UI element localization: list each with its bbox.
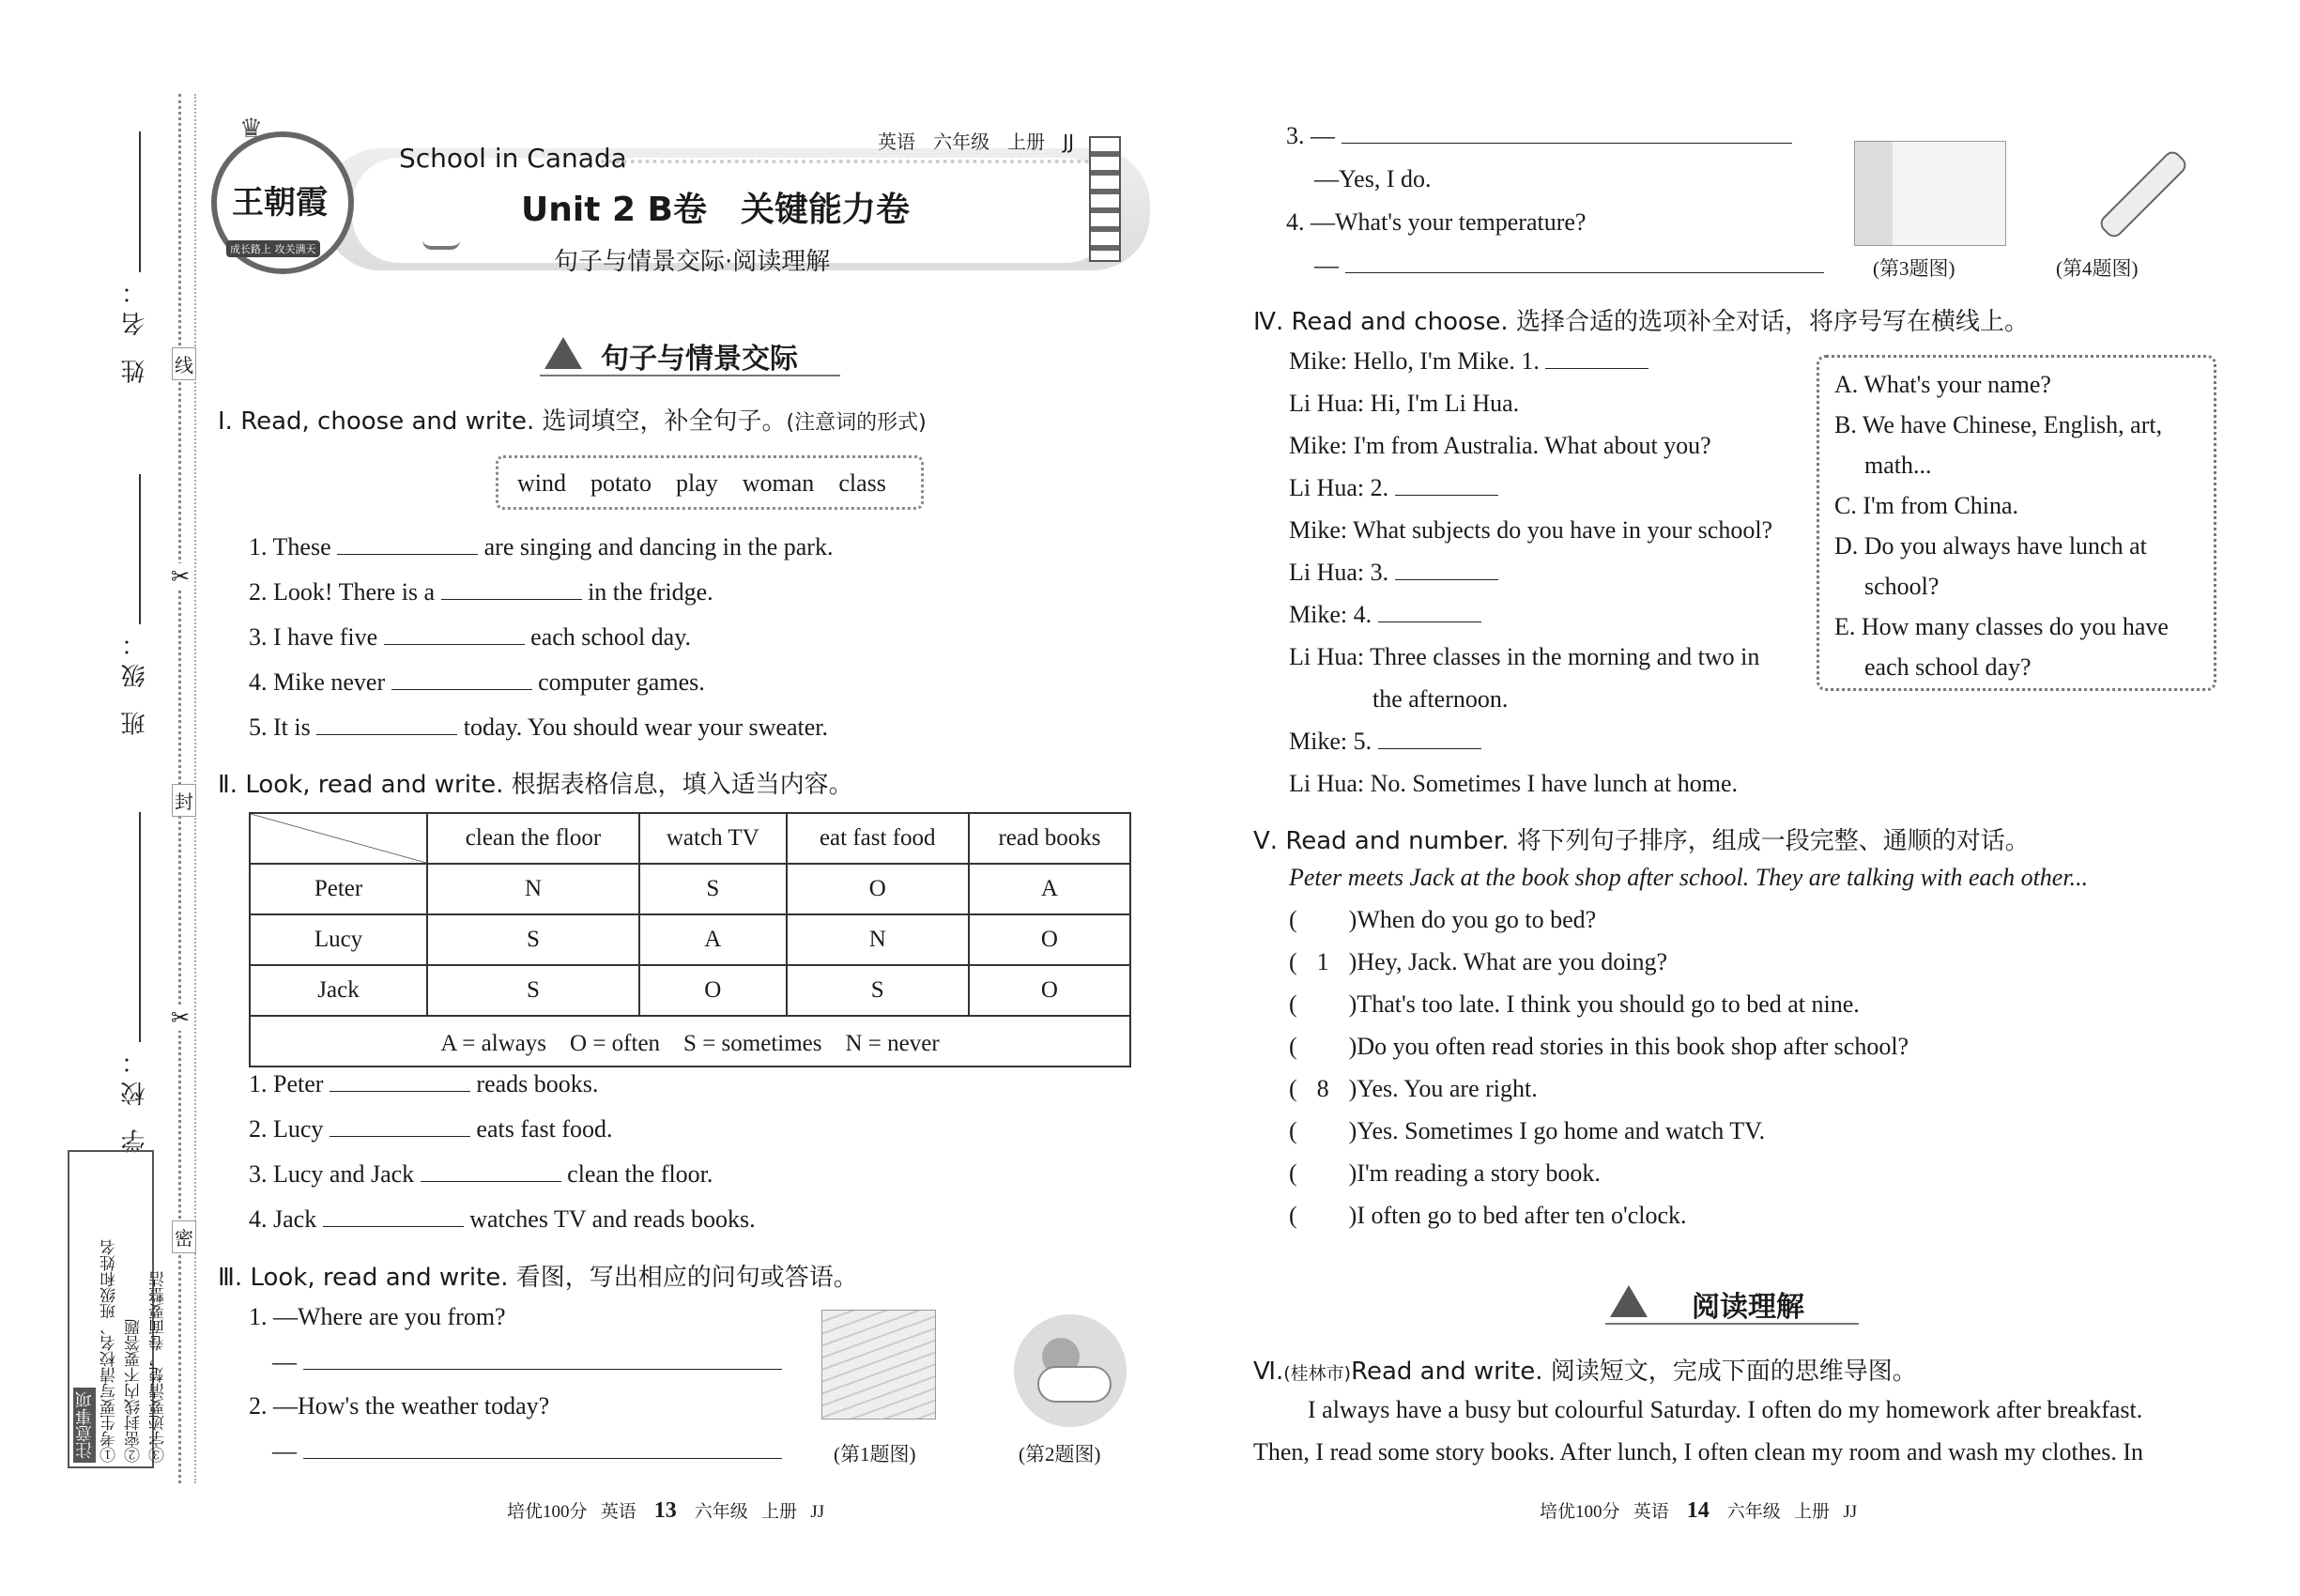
q2-heading: Ⅱ. Look, read and write. 根据表格信息，填入适当内容。: [218, 771, 853, 799]
q1-item-pre: 1. These: [249, 533, 331, 560]
option-item: C. I'm from China.: [1834, 492, 2019, 519]
notice-item: ①考生要写清校名、班级和姓名: [100, 1239, 119, 1463]
q1-item: [249, 623, 691, 652]
passage-line: I always have a busy but colourful Saturday. I often do my homework after breakfast.: [1308, 1396, 2143, 1423]
option-item: D. Do you always have lunch at: [1834, 532, 2147, 560]
option-item: A. What's your name?: [1834, 371, 2051, 398]
logo-ribbon: 成长路上 攻关满天: [226, 240, 320, 257]
order-input[interactable]: 8: [1316, 1075, 1329, 1102]
answer-blank[interactable]: [384, 623, 525, 645]
section-title: 阅读理解: [1692, 1291, 1804, 1324]
order-text: )When do you go to bed?: [1348, 906, 1597, 933]
q1-item-post: are singing and dancing in the park.: [483, 533, 834, 560]
option-item: school?: [1864, 573, 1940, 600]
page-footer: [507, 1497, 824, 1524]
q2-item-post: eats fast food.: [476, 1115, 613, 1143]
table-cell: O: [639, 965, 787, 1016]
table-cell: O: [787, 864, 969, 914]
dialogue-line: [1289, 601, 1481, 629]
q1-item: [249, 668, 705, 697]
footer-grade: 六年级: [1726, 1502, 1781, 1522]
dialogue-text: Mike: 5.: [1289, 728, 1372, 755]
q2-item-pre: 4. Jack: [249, 1205, 317, 1233]
bracket-open: (: [1289, 1202, 1297, 1229]
school-field[interactable]: [139, 812, 141, 1042]
order-text: )Do you often read stories in this book shop after school?: [1348, 1033, 1909, 1060]
q6-tag: (桂林市): [1283, 1363, 1352, 1384]
option-item: E. How many classes do you have: [1834, 613, 2169, 640]
great-wall-image: [821, 1310, 936, 1420]
binding-strip: [0, 0, 193, 1596]
class-field[interactable]: [139, 474, 141, 624]
answer-line[interactable]: [1345, 252, 1824, 273]
q2-item-post: watches TV and reads books.: [469, 1205, 756, 1233]
order-item: [1289, 990, 1860, 1019]
page-number: 14: [1686, 1498, 1710, 1523]
q1-item-pre: 4. Mike never: [249, 668, 386, 696]
notice-box: [68, 1150, 168, 1468]
answer-blank[interactable]: [330, 1070, 470, 1092]
table-header: clean the floor: [427, 813, 639, 864]
answer-blank[interactable]: [421, 1160, 561, 1182]
answer-line[interactable]: [303, 1437, 782, 1459]
table-header: read books: [969, 813, 1130, 864]
q2-item-post: clean the floor.: [567, 1160, 713, 1188]
q2-item-pre: 1. Peter: [249, 1070, 324, 1097]
q2-item: [249, 1115, 613, 1143]
scissors-icon: ✂: [171, 563, 191, 590]
dash: —: [1314, 252, 1339, 279]
page-footer: [1540, 1497, 1857, 1524]
thermometer-image: [2089, 141, 2192, 244]
fridge-image: [1854, 141, 2006, 246]
q5-intro: Peter meets Jack at the book shop after school. They are talking with each other...: [1289, 864, 2089, 891]
bracket-open: (: [1289, 948, 1297, 975]
q3-heading: Ⅲ. Look, read and write. 看图，写出相应的问句或答语。: [218, 1264, 858, 1292]
banner-meta: [878, 127, 1074, 154]
order-item: [1289, 1033, 1909, 1061]
page-number: 13: [653, 1498, 677, 1523]
option-item: B. We have Chinese, English, art,: [1834, 411, 2163, 438]
dialogue-line: [1289, 347, 1648, 376]
word-option: potato: [590, 469, 652, 497]
section-header: [540, 333, 850, 376]
table-header: watch TV: [639, 813, 787, 864]
frequency-table: [249, 812, 1131, 1067]
row-name: Jack: [250, 965, 427, 1016]
sailboat-icon: [544, 337, 582, 369]
q6-heading: [1253, 1352, 1917, 1387]
footer-term: 上册: [761, 1502, 798, 1522]
table-header: eat fast food: [787, 813, 969, 864]
word-option: play: [676, 469, 718, 497]
answer-blank[interactable]: [1395, 474, 1498, 496]
row-name: Lucy: [250, 914, 427, 965]
cut-mark: 线: [172, 347, 196, 380]
q1-item: [249, 714, 828, 742]
meta-term: 上册: [1007, 130, 1046, 153]
dialogue-line: [1289, 474, 1498, 502]
bracket-open: (: [1289, 906, 1297, 933]
q3-item-4: 4. —What's your temperature?: [1286, 208, 1587, 236]
page-subtitle: 句子与情景交际·阅读理解: [554, 248, 831, 276]
q3-item: 1. —Where are you from?: [249, 1303, 506, 1330]
order-item: [1289, 1117, 1765, 1145]
answer-blank[interactable]: [1545, 347, 1648, 369]
logo-text: 王朝霞: [232, 186, 328, 221]
q1-item-post: in the fridge.: [588, 578, 713, 606]
thermometer-icon: [2097, 148, 2190, 241]
q2-item-pre: 3. Lucy and Jack: [249, 1160, 415, 1188]
section-header: [1605, 1281, 1868, 1325]
bracket-open: (: [1289, 1033, 1297, 1060]
q6-heading-text: Read and write. 阅读短文，完成下面的思维导图。: [1351, 1358, 1917, 1386]
table-cell: S: [639, 864, 787, 914]
table-cell: O: [969, 965, 1130, 1016]
school-label: 学 校：: [121, 1042, 149, 1154]
q1-heading-text: Ⅰ. Read, choose and write. 选词填空，补全句子。: [218, 407, 787, 436]
passage-line: Then, I read some story books. After lunch, I often clean my room and wash my clothes. In: [1253, 1438, 2144, 1466]
table-cell: N: [787, 914, 969, 965]
page-title: Unit 2 B卷 关键能力卷: [521, 191, 910, 229]
q3-item4-answer: [1314, 252, 1824, 280]
option-item: each school day?: [1864, 653, 2032, 681]
q3-answer-row: [272, 1348, 782, 1376]
dialogue-text: Mike: Hello, I'm Mike. 1.: [1289, 347, 1540, 375]
dialogue-line: [1289, 559, 1498, 587]
order-text: )Yes. Sometimes I go home and watch TV.: [1348, 1117, 1766, 1144]
table-cell: S: [427, 914, 639, 965]
logo-badge: [211, 131, 354, 274]
order-item: [1289, 906, 1596, 934]
class-label: 班 级：: [121, 624, 149, 736]
q1-heading: [218, 402, 927, 437]
order-text: )I'm reading a story book.: [1348, 1159, 1601, 1187]
q1-item-pre: 5. It is: [249, 714, 311, 741]
q5-heading: Ⅴ. Read and number. 将下列句子排序，组成一段完整、通顺的对话。: [1253, 827, 2030, 855]
q1-item-post: today. You should wear your sweater.: [463, 714, 828, 741]
cut-mark: 封: [172, 784, 196, 817]
meta-grade: 六年级: [933, 130, 990, 153]
answer-blank[interactable]: [391, 668, 532, 690]
section-title: 句子与情景交际: [601, 343, 798, 376]
q1-note: (注意词的形式): [786, 411, 927, 435]
tagline-dots: [601, 160, 1089, 163]
table-corner: [250, 813, 427, 864]
footer-term: 上册: [1794, 1502, 1831, 1522]
notice-title: 注意事项: [73, 1388, 96, 1463]
meta-subject: 英语: [878, 130, 915, 153]
q2-item: [249, 1205, 756, 1234]
answer-blank[interactable]: [337, 533, 478, 555]
q1-item: [249, 578, 713, 606]
order-text: )I often go to bed after ten o'clock.: [1348, 1202, 1687, 1229]
table-row: [250, 914, 1130, 965]
bracket-open: (: [1289, 1117, 1297, 1144]
notice-item: ③字迹要清楚，卷面要整洁: [149, 1271, 168, 1463]
name-label: 姓 名：: [121, 272, 149, 384]
option-item: math...: [1864, 452, 1932, 479]
lighthouse-icon: [1089, 136, 1121, 262]
q3-item3-answer: —Yes, I do.: [1314, 165, 1432, 192]
table-row: [250, 965, 1130, 1016]
answer-blank[interactable]: [1378, 728, 1481, 749]
q1-item-pre: 3. I have five: [249, 623, 378, 651]
dialogue-line: Li Hua: Three classes in the morning and two in: [1289, 643, 1760, 670]
banner-tagline: School in Canada: [399, 143, 627, 174]
figure-caption: (第4题图): [2056, 257, 2139, 280]
section-underline: [1605, 1323, 1859, 1325]
q2-item-pre: 2. Lucy: [249, 1115, 324, 1143]
answer-blank[interactable]: [330, 1115, 470, 1137]
q2-item-post: reads books.: [476, 1070, 599, 1097]
q3-answer-row: [272, 1437, 782, 1466]
q3-item3-text: 3. —: [1286, 122, 1335, 149]
q4-heading: Ⅳ. Read and choose. 选择合适的选项补全对话，将序号写在横线上。: [1253, 308, 2029, 336]
q1-item: [249, 533, 833, 561]
dialogue-text: Li Hua: 3.: [1289, 559, 1389, 586]
order-input[interactable]: 1: [1316, 948, 1329, 975]
word-option: class: [838, 469, 886, 497]
header-banner: [211, 113, 1178, 282]
q6-num: Ⅵ.: [1253, 1358, 1284, 1386]
table-cell: A: [969, 864, 1130, 914]
q3-item: 2. —How's the weather today?: [249, 1392, 550, 1420]
order-item: [1289, 1202, 1687, 1230]
table-cell: S: [427, 965, 639, 1016]
footer-book: 培优100分: [507, 1502, 588, 1522]
footer-book: 培优100分: [1540, 1502, 1620, 1522]
cloud-icon: [1037, 1366, 1112, 1403]
dash: —: [272, 1437, 297, 1465]
meta-edition: JJ: [1063, 130, 1075, 153]
sailboat-icon: [1610, 1285, 1648, 1317]
q2-item: [249, 1070, 598, 1098]
q2-item: [249, 1160, 713, 1189]
answer-blank[interactable]: [1395, 559, 1498, 580]
dialogue-line: Li Hua: No. Sometimes I have lunch at home.: [1289, 770, 1739, 797]
order-item: [1289, 948, 1667, 976]
dialogue-line: the afternoon.: [1372, 685, 1509, 713]
bracket-open: (: [1289, 990, 1297, 1018]
order-item: [1289, 1075, 1538, 1103]
bracket-open: (: [1289, 1159, 1297, 1187]
answer-line[interactable]: [303, 1348, 782, 1370]
figure-caption: (第1题图): [834, 1443, 916, 1466]
crown-icon: ♛: [239, 113, 264, 144]
footer-subject: 英语: [1633, 1502, 1669, 1522]
order-item: [1289, 1159, 1601, 1188]
order-text: )Hey, Jack. What are you doing?: [1348, 948, 1667, 975]
name-field[interactable]: [139, 131, 141, 272]
q1-item-pre: 2. Look! There is a: [249, 578, 436, 606]
ship-icon: [422, 235, 460, 250]
answer-line[interactable]: [1342, 122, 1792, 144]
section-underline: [540, 375, 840, 376]
footer-subject: 英语: [600, 1502, 636, 1522]
dialogue-line: Mike: I'm from Australia. What about you?: [1289, 432, 1711, 459]
scissors-icon: ✂: [171, 1005, 191, 1031]
table-cell: O: [969, 914, 1130, 965]
bracket-open: (: [1289, 1075, 1297, 1102]
table-row: [250, 864, 1130, 914]
dash: —: [272, 1348, 297, 1375]
table-cell: A: [639, 914, 787, 965]
footer-grade: 六年级: [694, 1502, 748, 1522]
order-text: )That's too late. I think you should go to bed at nine.: [1348, 990, 1860, 1018]
footer-edition: JJ: [810, 1502, 825, 1522]
word-bank: [496, 455, 924, 510]
dialogue-line: Li Hua: Hi, I'm Li Hua.: [1289, 390, 1520, 417]
q1-item-post: computer games.: [538, 668, 705, 696]
table-legend: A = always O = often S = sometimes N = never: [250, 1016, 1130, 1067]
options-box: [1817, 355, 2216, 691]
figure-caption: (第3题图): [1873, 257, 1955, 280]
answer-blank[interactable]: [316, 714, 457, 735]
cloudy-sun-image: [1014, 1314, 1127, 1427]
dialogue-text: Mike: 4.: [1289, 601, 1372, 628]
q3-item-3: [1286, 122, 1792, 150]
table-cell: N: [427, 864, 639, 914]
table-cell: S: [787, 965, 969, 1016]
cut-mark: 密: [172, 1220, 196, 1253]
footer-edition: JJ: [1843, 1502, 1858, 1522]
answer-blank[interactable]: [441, 578, 582, 600]
order-text: )Yes. You are right.: [1348, 1075, 1538, 1102]
word-option: wind: [517, 469, 566, 497]
dialogue-text: Li Hua: 2.: [1289, 474, 1389, 501]
word-option: woman: [742, 469, 815, 497]
notice-item: ②密封线内不要答题: [125, 1319, 144, 1463]
dialogue-line: [1289, 728, 1481, 756]
row-name: Peter: [250, 864, 427, 914]
figure-caption: (第2题图): [1019, 1443, 1101, 1466]
word-bank-words: [517, 469, 886, 498]
answer-blank[interactable]: [323, 1205, 464, 1227]
answer-blank[interactable]: [1378, 601, 1481, 622]
dialogue-line: Mike: What subjects do you have in your school?: [1289, 516, 1773, 544]
q1-item-post: each school day.: [530, 623, 692, 651]
